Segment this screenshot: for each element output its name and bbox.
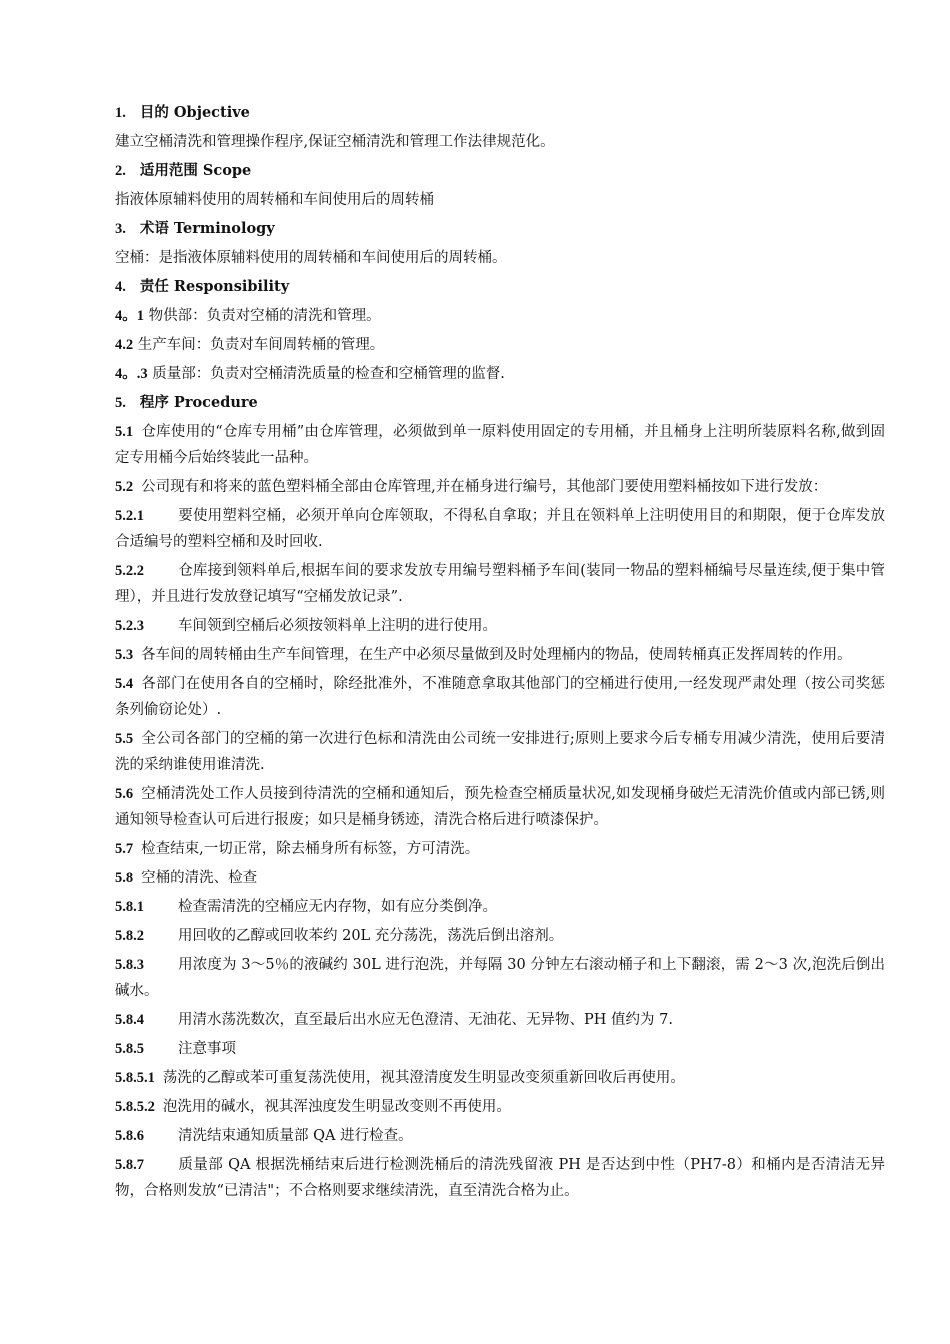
procedure-item: 5.8.7 质量部 QA 根据洗桶结束后进行检测洗桶后的清洗残留液 PH 是否达到中性（PH7-8）和桶内是否清洁无异物，合格则发放“已清洁"；不合格则要求继续清洗，直至清洗合格为止。 <box>115 1157 885 1199</box>
procedure-item: 5.2.1 要使用塑料空桶，必须开单向仓库领取，不得私自拿取；并且在领料单上注明使用目的和期限，便于仓库发放合适编号的塑料空桶和及时回收. <box>115 508 885 550</box>
section-3-body: 空桶：是指液体原辅料使用的周转桶和车间使用后的周转桶。 <box>115 250 507 266</box>
procedure-item: 5.8 空桶的清洗、检查 <box>115 870 258 886</box>
procedure-item: 5.8.3 用浓度为 3～5％的液碱约 30L 进行泡洗，并每隔 30 分钟左右滚动桶子和上下翻滚，需 2～3 次,泡洗后倒出碱水。 <box>115 957 885 999</box>
procedure-item: 5.1 仓库使用的“仓库专用桶”由仓库管理，必须做到单一原料使用固定的专用桶，并且桶身上注明所装原料名称,做到固定专用桶今后始终装此一品种。 <box>115 424 885 466</box>
section-3-heading: 3. 术语 Terminology <box>115 220 275 237</box>
document-page <box>115 100 885 1207</box>
procedure-item: 5.6 空桶清洗处工作人员接到待清洗的空桶和通知后，预先检查空桶质量状况,如发现桶身破烂无清洗价值或内部已锈,则通知领导检查认可后进行报废；如只是桶身锈迹，清洗合格后进行喷漆保护。 <box>115 786 885 828</box>
procedure-item: 5.2.2 仓库接到领料单后,根据车间的要求发放专用编号塑料桶予车间(装同一物品的塑料桶编号尽量连续,便于集中管理），并且进行发放登记填写“空桶发放记录”. <box>115 563 885 605</box>
responsibility-item: 4。1 物供部：负责对空桶的清洗和管理。 <box>115 308 381 324</box>
section-4-heading: 4. 责任 Responsibility <box>115 278 290 295</box>
section-title: 适用范围 Scope <box>139 162 252 179</box>
section-title: 术语 Terminology <box>139 220 275 237</box>
responsibility-item: 4。.3 质量部：负责对空桶清洗质量的检查和空桶管理的监督. <box>115 366 505 382</box>
procedure-item: 5.8.2 用回收的乙醇或回收苯约 20L 充分荡洗，荡洗后倒出溶剂。 <box>115 928 564 944</box>
section-title: 责任 Responsibility <box>139 278 290 295</box>
procedure-item: 5.8.1 检查需清洗的空桶应无内存物，如有应分类倒净。 <box>115 899 497 915</box>
section-2-body: 指液体原辅料使用的周转桶和车间使用后的周转桶 <box>115 192 434 208</box>
section-1-heading: 1. 目的 Objective <box>115 104 250 121</box>
section-1-body: 建立空桶清洗和管理操作程序,保证空桶清洗和管理工作法律规范化。 <box>115 134 555 150</box>
procedure-item: 5.2.3 车间领到空桶后必须按领料单上注明的进行使用。 <box>115 618 497 634</box>
procedure-item: 5.8.5.1 荡洗的乙醇或苯可重复荡洗使用，视其澄清度发生明显改变须重新回收后再使用。 <box>115 1070 685 1086</box>
section-title: 程序 Procedure <box>139 394 258 411</box>
procedure-item: 5.8.5 注意事项 <box>115 1041 236 1057</box>
section-2-heading: 2. 适用范围 Scope <box>115 162 252 179</box>
procedure-item: 5.8.5.2 泡洗用的碱水，视其浑浊度发生明显改变则不再使用。 <box>115 1099 511 1115</box>
responsibility-item: 4.2 生产车间：负责对车间周转桶的管理。 <box>115 337 385 353</box>
procedure-item: 5.5 全公司各部门的空桶的第一次进行色标和清洗由公司统一安排进行;原则上要求今后专桶专用减少清洗，使用后要清洗的采纳谁使用谁清洗. <box>115 731 885 773</box>
procedure-item: 5.3 各车间的周转桶由生产车间管理，在生产中必须尽量做到及时处理桶内的物品，使周转桶真正发挥周转的作用。 <box>115 647 852 663</box>
procedure-item: 5.8.6 清洗结束通知质量部 QA 进行检查。 <box>115 1128 413 1144</box>
section-5-heading: 5. 程序 Procedure <box>115 394 258 411</box>
procedure-item: 5.7 检查结束,一切正常，除去桶身所有标签，方可清洗。 <box>115 841 480 857</box>
procedure-item: 5.4 各部门在使用各自的空桶时，除经批准外，不准随意拿取其他部门的空桶进行使用,一经发现严肃处理（按公司奖惩条列偷窃论处）. <box>115 676 885 718</box>
procedure-item: 5.2 公司现有和将来的蓝色塑料桶全部由仓库管理,并在桶身进行编号，其他部门要使用塑料桶按如下进行发放： <box>115 479 828 495</box>
section-title: 目的 Objective <box>139 104 250 121</box>
procedure-item: 5.8.4 用清水荡洗数次，直至最后出水应无色澄清、无油花、无异物、PH 值约为 7. <box>115 1012 673 1028</box>
